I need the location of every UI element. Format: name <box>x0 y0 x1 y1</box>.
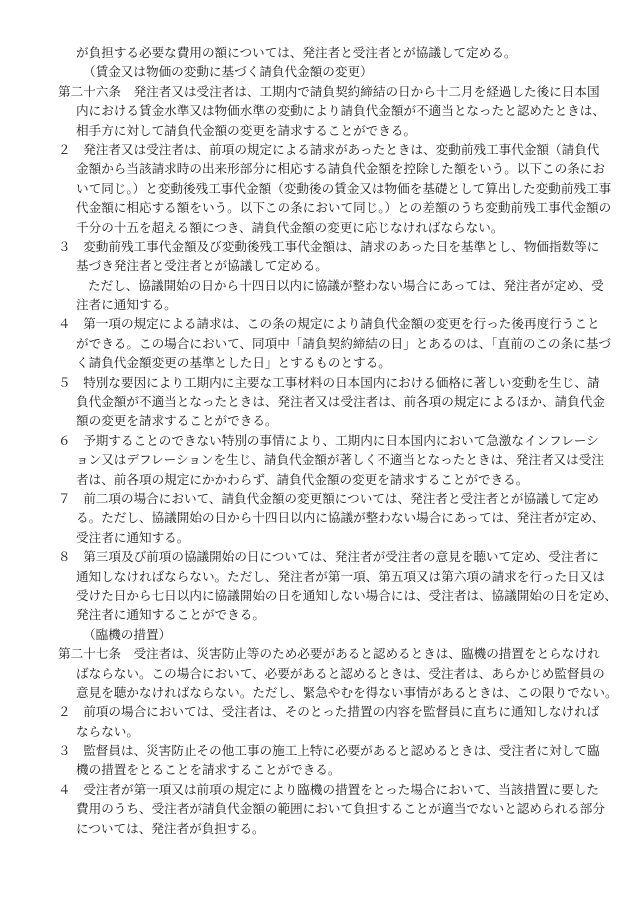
text-line: ならない。 <box>76 723 139 739</box>
text-line: については、発注者が負担する。 <box>76 820 265 836</box>
text-line: 代金額に相応する額をいう。以下この条において同じ。）との差額のうち変動前残工事代金額の <box>76 200 612 216</box>
text-line: 受けた日から七日以内に協議開始の日を通知しない場合には、受注者は、協議開始の日を定め、 <box>76 587 618 603</box>
text-line: ３ 監督員は、災害防止その他工事の施工上特に必要があると認めるときは、受注者に対して臨 <box>58 743 600 759</box>
text-line: 負代金額が不適当となったときは、発注者又は受注者は、前各項の規定によるほか、請負代金 <box>76 394 605 410</box>
article-26-item-7 <box>58 489 605 547</box>
proviso-line: ただし、協議開始の日から十四日以内に協議が整わない場合にあっては、発注者が定め、受 <box>88 277 604 293</box>
fragment-paragraph <box>64 43 590 62</box>
text-line: ７ 前二項の場合において、請負代金額の変更額については、発注者と受注者とが協議して定め <box>58 490 600 506</box>
text-line: ４ 受注者が第一項又は前項の規定により臨機の措置をとった場合において、当該措置に要した <box>58 781 600 797</box>
article-26-heading: （賃金又は物価の変動に基づく請負代金額の変更） <box>83 64 373 80</box>
article-26-item-8 <box>58 547 618 625</box>
text-line: ５ 特別な要因により工期内に主要な工事材料の日本国内における価格に著しい変動を生じ、請 <box>58 374 600 390</box>
text-line: く請負代金額変更の基準とした日」とするものとする。 <box>76 355 391 371</box>
text-line: ８ 第三項及び前項の協議開始の日については、発注者が受注者の意見を聴いて定め、受注者に <box>58 549 599 565</box>
article-27-heading: （臨機の措置） <box>83 626 172 642</box>
text-line: 機の措置をとることを請求することができる。 <box>76 762 341 778</box>
text-line: 基づき発注者と受注者とが協議して定める。 <box>76 258 328 274</box>
text-line: 千分の十五を超える額につき、請負代金額の変更に応じなければならない。 <box>76 219 504 235</box>
article-27-item-4 <box>58 780 605 838</box>
text-line: ２ 発注者又は受注者は、前項の規定による請求があったときは、変動前残工事代金額（請負代 <box>58 141 600 157</box>
article-26-item-2 <box>58 140 612 237</box>
text-line: 第二十六条 発注者又は受注者は、工期内で請負契約締結の日から十二月を経過した後に日本国 <box>58 83 600 99</box>
text-line: 金額から当該請求時の出来形部分に相応する請負代金額を控除した額をいう。以下この条にお <box>76 161 605 177</box>
text-line: ４ 第一項の規定による請求は、この条の規定により請負代金額の変更を行った後再度行うこと <box>58 316 600 332</box>
article-27-main <box>58 644 618 702</box>
article-26-item-4 <box>58 314 611 372</box>
text-line: いて同じ。）と変動後残工事代金額（変動後の賃金又は物価を基礎として算出した変動前残工事 <box>76 180 612 196</box>
text-line: ができる。この場合において、同項中「請負契約締結の日」とあるのは、「直前のこの条に基づ <box>76 335 611 351</box>
article-27-item-2 <box>58 702 600 741</box>
text-line: ３ 変動前残工事代金額及び変動後残工事代金額は、請求のあった日を基準とし、物価指数等に <box>58 238 600 254</box>
article-26-item-5 <box>58 373 605 431</box>
text-line: ６ 予期することのできない特別の事情により、工期内に日本国内において急激なインフレーシ <box>58 432 599 448</box>
text-line: 第二十七条 受注者は、災害防止等のため必要があると認めるときは、臨機の措置をとらなけれ <box>58 646 600 662</box>
text-line: ョン又はデフレーションを生じ、請負代金額が著しく不適当となったときは、発注者又は受注 <box>76 452 604 468</box>
article-26-item-3 <box>58 237 604 315</box>
text-line: 者は、前各項の規定にかかわらず、請負代金額の変更を請求することができる。 <box>76 471 529 487</box>
text-line: 発注者に通知することができる。 <box>76 607 265 623</box>
article-26-item-6 <box>58 431 604 489</box>
article-27-item-3 <box>58 741 600 780</box>
text-line: 費用のうち、受注者が請負代金額の範囲において負担することが適当でないと認められる部分 <box>76 801 605 817</box>
text-line: 通知しなければならない。ただし、発注者が第一項、第五項又は第六項の請求を行った日又は <box>76 568 605 584</box>
text-line: 内における賃金水準又は物価水準の変動により請負代金額が不適当となったと認めたときは、 <box>76 103 605 119</box>
text-line: る。ただし、協議開始の日から十四日以内に協議が整わない場合にあっては、発注者が定め、 <box>76 510 605 526</box>
text-line: が負担する必要な費用の額については、発注者と受注者とが協議して定める。 <box>76 45 517 60</box>
text-line: 額の変更を請求することができる。 <box>76 413 278 429</box>
text-line: 受注者に通知する。 <box>76 529 190 545</box>
text-line: 相手方に対して請負代金額の変更を請求することができる。 <box>76 122 417 138</box>
text-line: ばならない。この場合において、必要があると認めるときは、受注者は、あらかじめ監督員の <box>76 665 605 681</box>
text-line: ２ 前項の場合においては、受注者は、そのとった措置の内容を監督員に直ちに通知しなければ <box>58 704 600 720</box>
article-26-main <box>58 82 605 140</box>
text-line: 意見を聴かなければならない。ただし、緊急やむを得ない事情があるときは、この限りでない。 <box>76 684 618 700</box>
proviso-line: 注者に通知する。 <box>76 297 177 313</box>
